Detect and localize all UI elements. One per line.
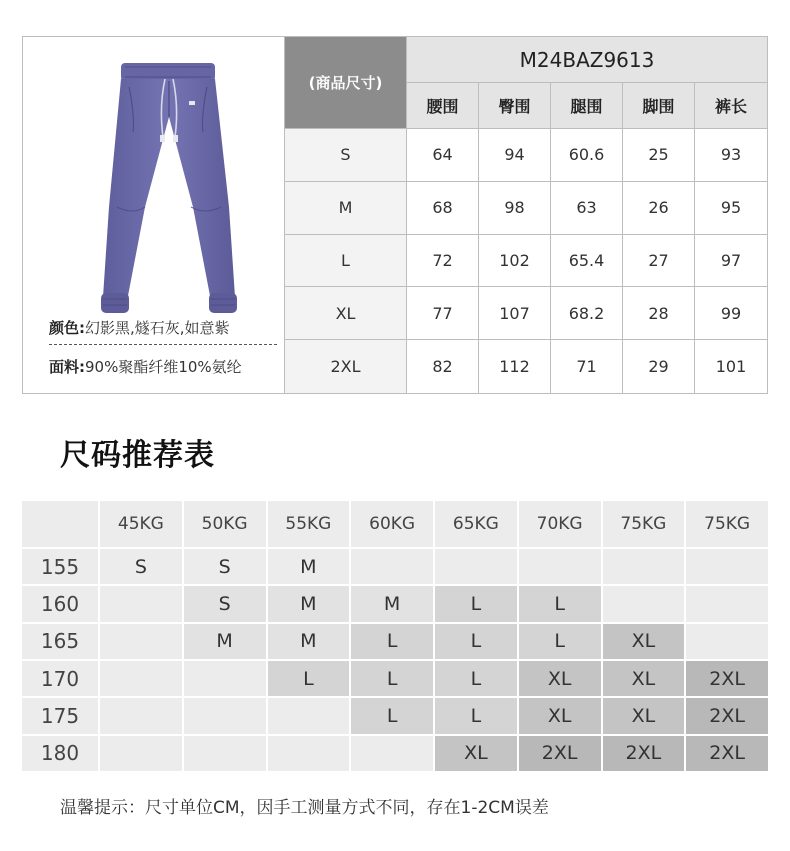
recommend-cell: L: [435, 624, 517, 659]
recommend-cell: [100, 736, 182, 771]
recommend-cell: XL: [435, 736, 517, 771]
table-cell: 101: [695, 340, 767, 393]
recommend-cell: [519, 549, 601, 584]
weight-header: 60KG: [351, 501, 433, 547]
recommend-cell: XL: [519, 698, 601, 733]
height-label: 155: [22, 549, 98, 584]
pants-image: [93, 57, 243, 327]
recommend-cell: XL: [519, 661, 601, 696]
color-value: 幻影黑,燧石灰,如意紫: [85, 319, 230, 337]
recommend-cell: 2XL: [603, 736, 685, 771]
weight-header: 55KG: [268, 501, 350, 547]
size-recommend-table: [22, 501, 768, 771]
spec-grid: [285, 37, 767, 393]
recommend-cell: S: [184, 586, 266, 621]
recommend-cell: L: [268, 661, 350, 696]
recommend-cell: L: [435, 698, 517, 733]
table-cell: 26: [623, 182, 695, 235]
height-label: 165: [22, 624, 98, 659]
size-row-label: S: [285, 129, 407, 182]
table-cell: 99: [695, 287, 767, 340]
recommend-cell: L: [351, 698, 433, 733]
column-header: 臀围: [479, 83, 551, 129]
recommend-cell: 2XL: [519, 736, 601, 771]
recommend-cell: [100, 586, 182, 621]
recommend-cell: L: [435, 586, 517, 621]
table-cell: 29: [623, 340, 695, 393]
size-row-label: XL: [285, 287, 407, 340]
fabric-info: [49, 356, 242, 377]
recommend-cell: L: [435, 661, 517, 696]
fabric-label: 面料:: [49, 358, 85, 376]
table-cell: 27: [623, 235, 695, 288]
recommend-cell: XL: [603, 698, 685, 733]
table-cell: 112: [479, 340, 551, 393]
recommend-cell: [435, 549, 517, 584]
color-info: [49, 317, 230, 338]
recommend-cell: 2XL: [686, 736, 768, 771]
column-header: 腿围: [551, 83, 623, 129]
height-label: 175: [22, 698, 98, 733]
model-number: M24BAZ9613: [407, 37, 767, 83]
recommend-cell: M: [184, 624, 266, 659]
recommend-cell: M: [268, 549, 350, 584]
table-cell: 93: [695, 129, 767, 182]
size-spec-table: [22, 36, 768, 394]
recommend-cell: L: [519, 586, 601, 621]
recommend-cell: [100, 661, 182, 696]
recommend-cell: [351, 549, 433, 584]
table-cell: 71: [551, 340, 623, 393]
recommend-cell: XL: [603, 624, 685, 659]
column-header: 脚围: [623, 83, 695, 129]
recommend-cell: M: [351, 586, 433, 621]
divider: [49, 344, 277, 345]
recommend-cell: [603, 586, 685, 621]
product-panel: [23, 37, 285, 393]
recommend-cell: [100, 698, 182, 733]
table-cell: 102: [479, 235, 551, 288]
table-cell: 64: [407, 129, 479, 182]
recommend-cell: [268, 698, 350, 733]
recommend-cell: [268, 736, 350, 771]
weight-header: 65KG: [435, 501, 517, 547]
table-cell: 95: [695, 182, 767, 235]
table-cell: 68: [407, 182, 479, 235]
table-cell: 97: [695, 235, 767, 288]
table-cell: 94: [479, 129, 551, 182]
recommend-cell: [686, 586, 768, 621]
recommend-cell: S: [184, 549, 266, 584]
recommend-title: 尺码推荐表: [60, 438, 215, 473]
color-label: 颜色:: [49, 319, 85, 337]
recommend-cell: [686, 624, 768, 659]
weight-header: 45KG: [100, 501, 182, 547]
size-row-label: L: [285, 235, 407, 288]
size-header: (商品尺寸): [285, 37, 407, 129]
recommend-cell: M: [268, 624, 350, 659]
table-cell: 25: [623, 129, 695, 182]
recommend-cell: [686, 549, 768, 584]
table-cell: 77: [407, 287, 479, 340]
table-cell: 65.4: [551, 235, 623, 288]
recommend-cell: [184, 736, 266, 771]
height-label: 160: [22, 586, 98, 621]
table-cell: 72: [407, 235, 479, 288]
table-cell: 68.2: [551, 287, 623, 340]
height-label: 170: [22, 661, 98, 696]
table-cell: 107: [479, 287, 551, 340]
recommend-cell: 2XL: [686, 661, 768, 696]
recommend-cell: 2XL: [686, 698, 768, 733]
table-cell: 98: [479, 182, 551, 235]
weight-header: 75KG: [686, 501, 768, 547]
recommend-cell: [351, 736, 433, 771]
recommend-cell: [603, 549, 685, 584]
weight-header: 70KG: [519, 501, 601, 547]
column-header: 腰围: [407, 83, 479, 129]
recommend-cell: M: [268, 586, 350, 621]
weight-header: 50KG: [184, 501, 266, 547]
recommend-cell: S: [100, 549, 182, 584]
recommend-cell: XL: [603, 661, 685, 696]
size-row-label: 2XL: [285, 340, 407, 393]
recommend-cell: [100, 624, 182, 659]
recommend-cell: L: [519, 624, 601, 659]
table-cell: 63: [551, 182, 623, 235]
recommend-cell: [184, 698, 266, 733]
height-label: 180: [22, 736, 98, 771]
recommend-cell: [184, 661, 266, 696]
column-header: 裤长: [695, 83, 767, 129]
table-cell: 82: [407, 340, 479, 393]
table-cell: 60.6: [551, 129, 623, 182]
weight-header: 75KG: [603, 501, 685, 547]
recommend-cell: L: [351, 661, 433, 696]
table-cell: 28: [623, 287, 695, 340]
corner-cell: [22, 501, 98, 547]
measurement-note: 温馨提示：尺寸单位CM，因手工测量方式不同，存在1-2CM误差: [60, 798, 549, 818]
recommend-cell: L: [351, 624, 433, 659]
size-row-label: M: [285, 182, 407, 235]
fabric-value: 90%聚酯纤维10%氨纶: [85, 358, 242, 376]
